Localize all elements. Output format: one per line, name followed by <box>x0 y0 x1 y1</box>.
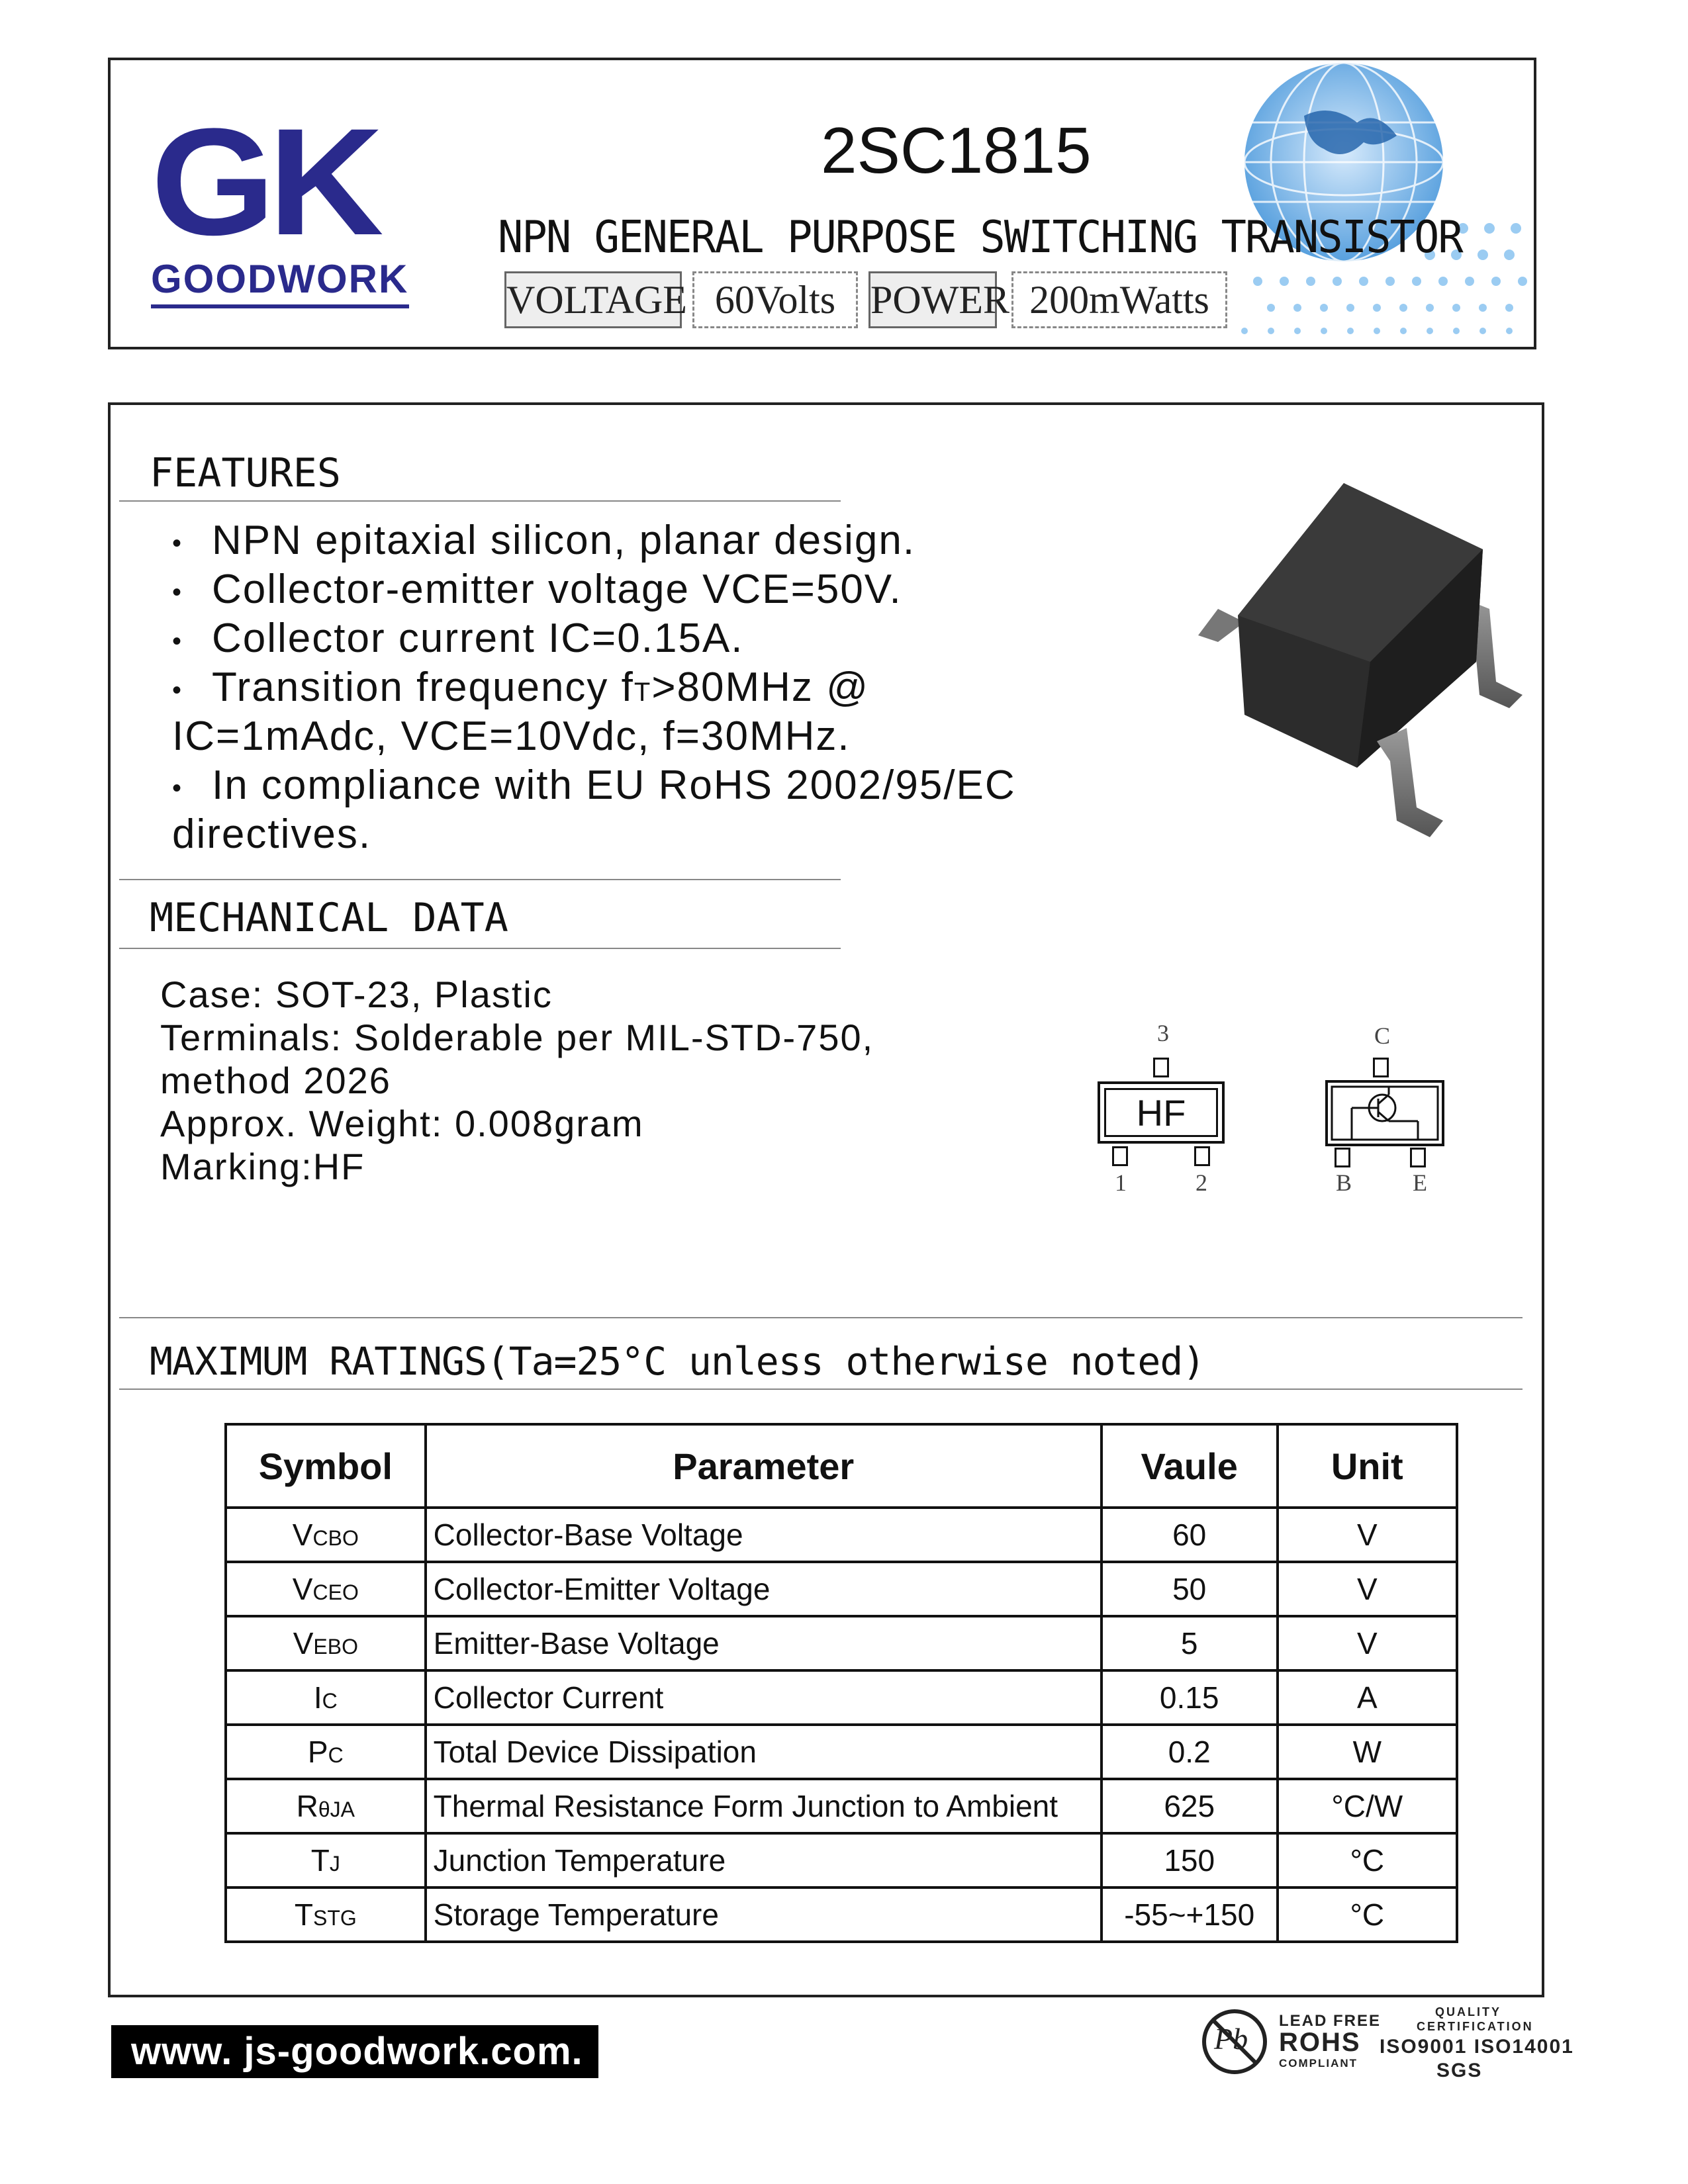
cell-unit: °C <box>1278 1888 1457 1942</box>
cell-parameter: Emitter-Base Voltage <box>426 1616 1102 1670</box>
feature-item-2: • Collector-emitter voltage VCE=50V. <box>172 567 902 612</box>
feature-item-5: • In compliance with EU RoHS 2002/95/EC <box>172 762 1016 808</box>
ratings-rule-top <box>119 1317 1523 1318</box>
cell-unit: A <box>1278 1670 1457 1725</box>
spec-voltage-label: VOLTAGE <box>504 271 682 328</box>
table-row <box>226 1562 1457 1616</box>
cell-parameter: Junction Temperature <box>426 1833 1102 1888</box>
feature-item-4-cont: IC=1mAdc, VCE=10Vdc, f=30MHz. <box>172 713 851 759</box>
pin-c-pad <box>1373 1058 1389 1077</box>
pin-2-pad <box>1194 1146 1210 1166</box>
marking-box <box>1098 1081 1225 1144</box>
cell-value: 60 <box>1102 1508 1278 1562</box>
cell-symbol: VCEO <box>226 1562 426 1616</box>
table-row <box>226 1616 1457 1670</box>
cell-parameter: Collector-Emitter Voltage <box>426 1562 1102 1616</box>
cell-parameter: Collector Current <box>426 1670 1102 1725</box>
table-header-row <box>226 1424 1457 1508</box>
cell-unit: °C <box>1278 1833 1457 1888</box>
cell-unit: V <box>1278 1562 1457 1616</box>
header-parameter: Parameter <box>426 1424 1102 1508</box>
cell-parameter: Total Device Dissipation <box>426 1725 1102 1779</box>
spec-power-label: POWER <box>868 271 997 328</box>
pin-label-b: B <box>1336 1169 1352 1196</box>
brand-name: GOODWORK <box>151 257 409 301</box>
header-unit: Unit <box>1278 1424 1457 1508</box>
pin-label-2: 2 <box>1196 1169 1207 1196</box>
cell-value: 150 <box>1102 1833 1278 1888</box>
pin-label-3: 3 <box>1157 1020 1169 1046</box>
cell-value: 0.15 <box>1102 1670 1278 1725</box>
header-value: Vaule <box>1102 1424 1278 1508</box>
mechanical-line-3: method 2026 <box>160 1060 391 1101</box>
brand-logo <box>151 97 409 301</box>
pin-e-pad <box>1410 1148 1426 1167</box>
part-number: 2SC1815 <box>821 114 1092 187</box>
brand-underline <box>151 304 409 308</box>
pin-label-c: C <box>1374 1023 1391 1049</box>
mechanical-title: MECHANICAL DATA <box>150 895 508 941</box>
cell-value: 5 <box>1102 1616 1278 1670</box>
ratings-rule-bottom <box>119 1388 1523 1390</box>
table-row <box>226 1725 1457 1779</box>
feature-item-4: • Transition frequency fT>80MHz @ <box>172 664 870 710</box>
globe-graphic <box>1178 63 1536 347</box>
cell-symbol: IC <box>226 1670 426 1725</box>
table-row <box>226 1888 1457 1942</box>
cell-value: -55~+150 <box>1102 1888 1278 1942</box>
cell-unit: V <box>1278 1616 1457 1670</box>
mechanical-line-1: Case: SOT-23, Plastic <box>160 974 553 1015</box>
cell-value: 50 <box>1102 1562 1278 1616</box>
mechanical-line-4: Approx. Weight: 0.008gram <box>160 1103 644 1144</box>
pin-b-pad <box>1335 1148 1350 1167</box>
pb-symbol-text: Pb <box>1214 2022 1248 2056</box>
page-subtitle: NPN GENERAL PURPOSE SWITCHING TRANSISTOR <box>498 211 1462 263</box>
cell-unit: °C/W <box>1278 1779 1457 1833</box>
compliant-text: COMPLIANT <box>1279 2057 1358 2070</box>
cell-parameter: Storage Temperature <box>426 1888 1102 1942</box>
cell-symbol: VEBO <box>226 1616 426 1670</box>
table-row <box>226 1833 1457 1888</box>
table-row <box>226 1779 1457 1833</box>
rohs-text: ROHS <box>1279 2028 1361 2057</box>
cell-unit: W <box>1278 1725 1457 1779</box>
ratings-title: MAXIMUM RATINGS(Ta=25°C unless otherwise noted) <box>150 1339 1205 1384</box>
spec-voltage-value: 60Volts <box>692 271 858 328</box>
cell-unit: V <box>1278 1508 1457 1562</box>
pin-label-1: 1 <box>1115 1169 1127 1196</box>
mechanical-rule-bottom <box>119 948 841 949</box>
header-symbol: Symbol <box>226 1424 426 1508</box>
table-row <box>226 1508 1457 1562</box>
mechanical-rule-top <box>119 879 841 880</box>
sot23-package-image <box>1178 463 1549 860</box>
cell-symbol: PC <box>226 1725 426 1779</box>
website-banner[interactable] <box>111 2025 598 2078</box>
cell-parameter: Collector-Base Voltage <box>426 1508 1102 1562</box>
cell-symbol: TJ <box>226 1833 426 1888</box>
logo-letters: GK <box>151 97 377 267</box>
lead-free-text: LEAD FREE <box>1279 2012 1382 2030</box>
ratings-table <box>224 1423 1458 1943</box>
features-title: FEATURES <box>150 450 341 496</box>
pin-3-pad <box>1153 1058 1169 1077</box>
cell-value: 0.2 <box>1102 1725 1278 1779</box>
website-url[interactable]: www. js-goodwork.com. <box>131 2030 583 2073</box>
cell-symbol: TSTG <box>226 1888 426 1942</box>
cell-value: 625 <box>1102 1779 1278 1833</box>
sgs-text: SGS <box>1436 2060 1483 2081</box>
cell-symbol: RθJA <box>226 1779 426 1833</box>
cell-parameter: Thermal Resistance Form Junction to Ambient <box>426 1779 1102 1833</box>
feature-item-1: • NPN epitaxial silicon, planar design. <box>172 518 916 563</box>
cell-symbol: VCBO <box>226 1508 426 1562</box>
iso-text: ISO9001 ISO14001 <box>1380 2036 1574 2058</box>
spec-power-value: 200mWatts <box>1011 271 1227 328</box>
pin-label-e: E <box>1413 1169 1427 1196</box>
mechanical-line-5: Marking:HF <box>160 1146 365 1187</box>
table-row <box>226 1670 1457 1725</box>
certification-text: CERTIFICATION <box>1417 2020 1534 2033</box>
mechanical-line-2: Terminals: Solderable per MIL-STD-750, <box>160 1017 874 1058</box>
feature-item-3: • Collector current IC=0.15A. <box>172 615 744 661</box>
features-rule <box>119 500 841 502</box>
transistor-schematic <box>1325 1080 1444 1146</box>
feature-item-5-cont: directives. <box>172 811 372 857</box>
quality-text: QUALITY <box>1435 2005 1501 2019</box>
marking-code: HF <box>1104 1088 1218 1137</box>
pin-1-pad <box>1112 1146 1128 1166</box>
